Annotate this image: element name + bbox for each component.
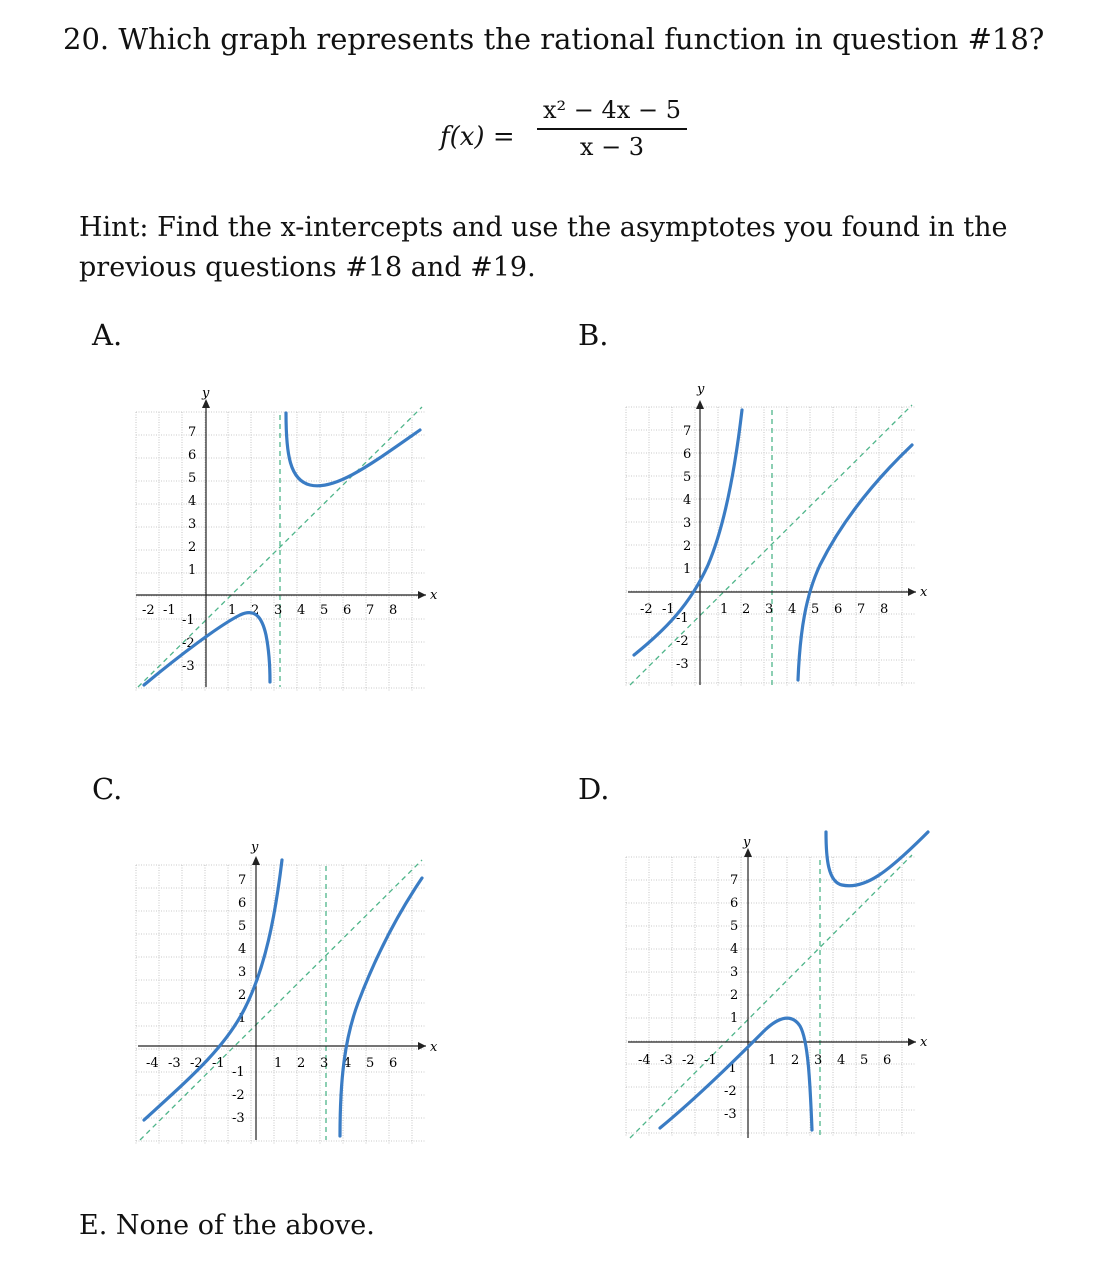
x-tick: 5 <box>366 1056 375 1071</box>
y-tick: 2 <box>238 988 247 1003</box>
y-tick: 6 <box>730 896 739 911</box>
y-tick: 4 <box>730 942 739 957</box>
graph-a[interactable] <box>130 385 438 695</box>
graph-b-y-label: y <box>697 382 705 397</box>
y-tick: 5 <box>188 471 197 486</box>
y-tick: -3 <box>724 1107 737 1122</box>
graph-d-x-ticks <box>638 1053 891 1068</box>
x-tick: 2 <box>251 603 260 618</box>
graph-c-y-label: y <box>251 840 259 855</box>
y-tick: 5 <box>238 919 247 934</box>
option-e-none-of-the-above[interactable]: E. None of the above. <box>79 1210 375 1241</box>
x-tick: 8 <box>389 603 398 618</box>
x-tick: 5 <box>811 602 820 617</box>
x-tick: -1 <box>212 1056 225 1071</box>
y-tick: 4 <box>683 493 692 508</box>
x-tick: 6 <box>343 603 352 618</box>
y-tick: 1 <box>683 562 692 577</box>
formula-lhs: f(x) = <box>440 122 515 152</box>
y-tick: 3 <box>238 965 247 980</box>
graph-b[interactable] <box>620 380 928 690</box>
y-tick: -3 <box>182 659 195 674</box>
formula-fraction <box>537 96 687 161</box>
y-tick: -1 <box>676 611 689 626</box>
x-tick: 2 <box>791 1053 800 1068</box>
y-tick: 3 <box>188 517 197 532</box>
option-d-label[interactable]: D. <box>578 772 610 806</box>
x-tick: 3 <box>814 1053 823 1068</box>
x-tick: -2 <box>142 603 155 618</box>
graph-a-y-ticks <box>182 425 196 674</box>
y-tick: -1 <box>182 613 195 628</box>
option-a-label[interactable]: A. <box>92 318 123 352</box>
x-tick: 3 <box>274 603 283 618</box>
graph-c-grid <box>136 865 426 1145</box>
graph-b-right-branch <box>798 445 912 680</box>
y-tick: -2 <box>182 636 195 651</box>
x-tick: 5 <box>320 603 329 618</box>
graph-a-x-arrow <box>418 591 426 599</box>
y-tick: 6 <box>683 447 692 462</box>
y-tick: -2 <box>676 634 689 649</box>
graph-a-y-label: y <box>202 386 210 401</box>
graph-d-y-label: y <box>743 835 751 850</box>
y-tick: 5 <box>683 470 692 485</box>
question-title: 20. Which graph represents the rational function in question #18? <box>63 22 1045 56</box>
x-tick: 1 <box>274 1056 283 1071</box>
x-tick: 5 <box>860 1053 869 1068</box>
y-tick: -1 <box>232 1065 245 1080</box>
x-tick: 2 <box>297 1056 306 1071</box>
x-tick: -4 <box>638 1053 651 1068</box>
x-tick: -4 <box>146 1056 159 1071</box>
x-tick: 1 <box>228 603 237 618</box>
y-tick: 7 <box>730 873 739 888</box>
y-tick: 3 <box>730 965 739 980</box>
x-tick: 2 <box>742 602 751 617</box>
x-tick: 6 <box>389 1056 398 1071</box>
y-tick: 1 <box>238 1011 247 1026</box>
formula-denominator: x − 3 <box>579 133 645 161</box>
x-tick: -2 <box>190 1056 203 1071</box>
y-tick: -1 <box>724 1061 737 1076</box>
graph-d-y-ticks <box>724 873 738 1122</box>
y-tick: 1 <box>188 563 197 578</box>
y-tick: 3 <box>683 516 692 531</box>
y-tick: 7 <box>683 424 692 439</box>
x-tick: 4 <box>837 1053 846 1068</box>
hint-text: Hint: Find the x-intercepts and use the asymptotes you found in the previous questions #18 and #19. <box>79 212 1008 283</box>
graph-b-x-label: x <box>920 585 928 600</box>
graph-a-x-label: x <box>430 588 438 603</box>
x-tick: 4 <box>788 602 797 617</box>
x-tick: 4 <box>343 1056 352 1071</box>
x-tick: 1 <box>768 1053 777 1068</box>
x-tick: -3 <box>168 1056 181 1071</box>
graph-d-curves <box>660 832 928 1130</box>
x-tick: 7 <box>366 603 375 618</box>
y-tick: 2 <box>730 988 739 1003</box>
graph-c-y-arrow <box>252 856 260 865</box>
graph-d-x-arrow <box>908 1038 916 1046</box>
graph-c-x-ticks <box>146 1056 397 1071</box>
x-tick: 4 <box>297 603 306 618</box>
graph-d-right-branch <box>826 832 928 886</box>
graph-a-asymptotes <box>138 407 422 687</box>
graph-a-left-branch <box>144 613 270 685</box>
x-tick: -2 <box>682 1053 695 1068</box>
x-tick: -1 <box>704 1053 717 1068</box>
graph-a-right-branch <box>286 413 420 486</box>
y-tick: -3 <box>232 1111 245 1126</box>
y-tick: 2 <box>683 539 692 554</box>
y-tick: 6 <box>188 448 197 463</box>
graph-c[interactable] <box>130 838 438 1148</box>
x-tick: 8 <box>880 602 889 617</box>
y-tick: -3 <box>676 657 689 672</box>
option-c-label[interactable]: C. <box>92 772 123 806</box>
x-tick: 3 <box>320 1056 329 1071</box>
y-tick: 4 <box>238 942 247 957</box>
x-tick: 3 <box>765 602 774 617</box>
fraction-bar <box>537 128 687 130</box>
x-tick: -2 <box>640 602 653 617</box>
x-tick: -1 <box>662 602 675 617</box>
y-tick: 7 <box>238 873 247 888</box>
x-tick: 1 <box>720 602 729 617</box>
x-tick: 7 <box>857 602 866 617</box>
y-tick: -2 <box>724 1084 737 1099</box>
graph-b-y-arrow <box>696 400 704 409</box>
y-tick: 6 <box>238 896 247 911</box>
graph-b-x-arrow <box>908 588 916 596</box>
option-b-label[interactable]: B. <box>578 318 609 352</box>
formula-numerator: x² − 4x − 5 <box>543 96 681 124</box>
x-tick: -1 <box>163 603 176 618</box>
graph-d-x-label: x <box>920 1035 928 1050</box>
y-tick: 5 <box>730 919 739 934</box>
x-tick: 6 <box>834 602 843 617</box>
x-tick: 6 <box>883 1053 892 1068</box>
graph-d[interactable] <box>620 830 928 1140</box>
graph-c-x-label: x <box>430 1040 438 1055</box>
y-tick: 2 <box>188 540 197 555</box>
x-tick: -3 <box>660 1053 673 1068</box>
graph-b-y-ticks <box>676 424 691 672</box>
graph-a-x-ticks <box>142 603 397 618</box>
graph-c-right-branch <box>340 878 422 1136</box>
y-tick: 4 <box>188 494 197 509</box>
y-tick: -2 <box>232 1088 245 1103</box>
y-tick: 1 <box>730 1011 739 1026</box>
graph-c-left-branch <box>144 860 282 1120</box>
y-tick: 7 <box>188 425 197 440</box>
